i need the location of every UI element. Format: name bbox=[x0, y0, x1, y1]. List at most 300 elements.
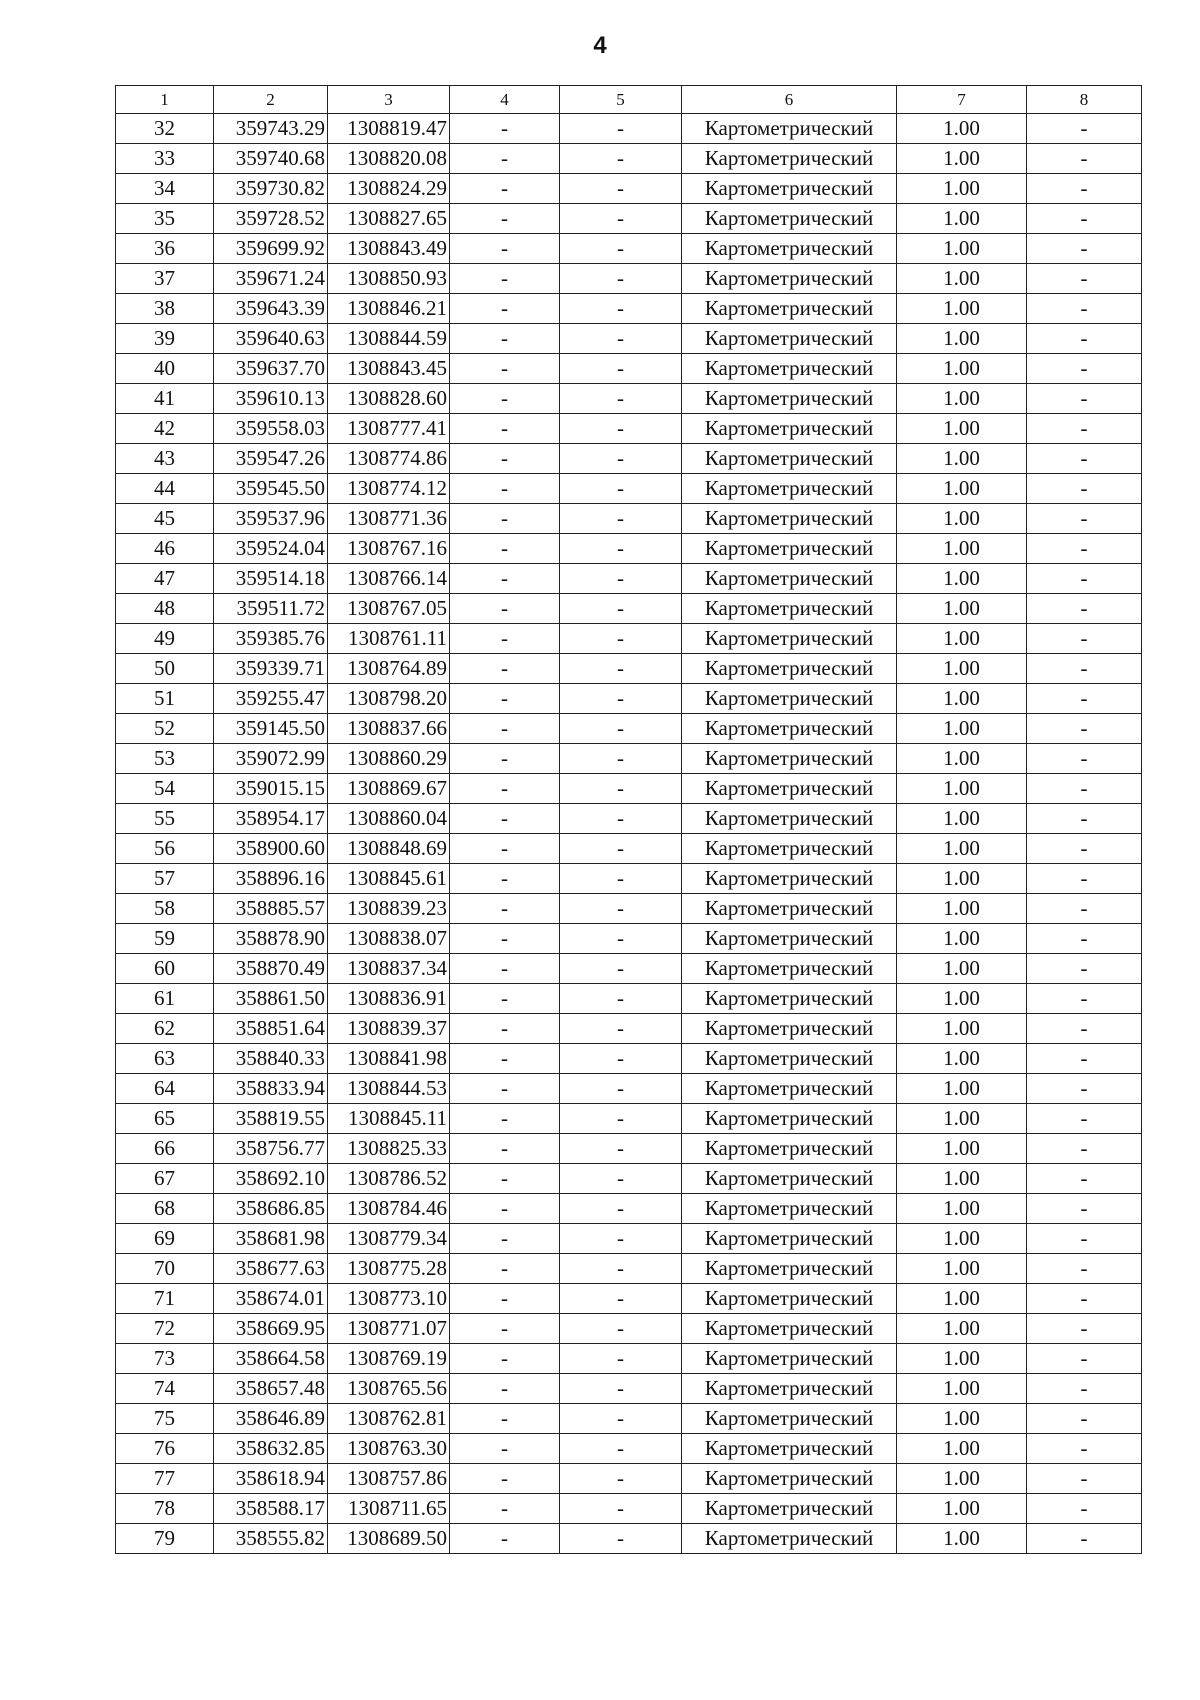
table-cell-col-3: 1308757.86 bbox=[328, 1464, 450, 1494]
table-cell-col-2: 358657.48 bbox=[214, 1374, 328, 1404]
table-cell-col-4: - bbox=[450, 1284, 560, 1314]
table-cell-col-2: 358646.89 bbox=[214, 1404, 328, 1434]
table-cell-col-6: Картометрический bbox=[682, 534, 897, 564]
table-cell-col-5: - bbox=[560, 324, 682, 354]
table-cell-col-8: - bbox=[1027, 714, 1142, 744]
table-cell-col-5: - bbox=[560, 1194, 682, 1224]
table-cell-col-4: - bbox=[450, 864, 560, 894]
table-body bbox=[116, 114, 1142, 1554]
table-row bbox=[116, 1284, 1142, 1314]
table-cell-col-1: 36 bbox=[116, 234, 214, 264]
table-cell-col-8: - bbox=[1027, 654, 1142, 684]
table-row bbox=[116, 624, 1142, 654]
table-cell-col-1: 46 bbox=[116, 534, 214, 564]
table-cell-col-7: 1.00 bbox=[897, 1374, 1027, 1404]
table-cell-col-7: 1.00 bbox=[897, 504, 1027, 534]
table-cell-col-2: 358664.58 bbox=[214, 1344, 328, 1374]
table-cell-col-1: 39 bbox=[116, 324, 214, 354]
table-cell-col-6: Картометрический bbox=[682, 414, 897, 444]
table-cell-col-7: 1.00 bbox=[897, 984, 1027, 1014]
table-cell-col-6: Картометрический bbox=[682, 144, 897, 174]
table-row bbox=[116, 114, 1142, 144]
table-cell-col-5: - bbox=[560, 594, 682, 624]
table-cell-col-5: - bbox=[560, 744, 682, 774]
table-cell-col-6: Картометрический bbox=[682, 744, 897, 774]
table-row bbox=[116, 654, 1142, 684]
table-cell-col-1: 49 bbox=[116, 624, 214, 654]
table-cell-col-8: - bbox=[1027, 894, 1142, 924]
table-cell-col-8: - bbox=[1027, 954, 1142, 984]
table-cell-col-1: 54 bbox=[116, 774, 214, 804]
table-cell-col-1: 35 bbox=[116, 204, 214, 234]
table-cell-col-1: 60 bbox=[116, 954, 214, 984]
table-cell-col-1: 61 bbox=[116, 984, 214, 1014]
table-cell-col-4: - bbox=[450, 414, 560, 444]
table-cell-col-2: 359385.76 bbox=[214, 624, 328, 654]
table-cell-col-4: - bbox=[450, 354, 560, 384]
table-cell-col-5: - bbox=[560, 144, 682, 174]
table-cell-col-2: 358840.33 bbox=[214, 1044, 328, 1074]
table-cell-col-1: 47 bbox=[116, 564, 214, 594]
table-cell-col-5: - bbox=[560, 534, 682, 564]
table-cell-col-3: 1308838.07 bbox=[328, 924, 450, 954]
table-cell-col-4: - bbox=[450, 774, 560, 804]
table-cell-col-3: 1308766.14 bbox=[328, 564, 450, 594]
table-cell-col-5: - bbox=[560, 894, 682, 924]
table-cell-col-2: 359145.50 bbox=[214, 714, 328, 744]
table-cell-col-6: Картометрический bbox=[682, 1434, 897, 1464]
table-cell-col-5: - bbox=[560, 924, 682, 954]
table-cell-col-8: - bbox=[1027, 204, 1142, 234]
table-cell-col-4: - bbox=[450, 1074, 560, 1104]
table-row bbox=[116, 924, 1142, 954]
table-cell-col-2: 358896.16 bbox=[214, 864, 328, 894]
table-cell-col-5: - bbox=[560, 954, 682, 984]
table-cell-col-6: Картометрический bbox=[682, 804, 897, 834]
table-cell-col-4: - bbox=[450, 204, 560, 234]
table-cell-col-5: - bbox=[560, 474, 682, 504]
table-row bbox=[116, 1074, 1142, 1104]
table-row bbox=[116, 1194, 1142, 1224]
table-cell-col-1: 62 bbox=[116, 1014, 214, 1044]
table-cell-col-3: 1308689.50 bbox=[328, 1524, 450, 1554]
table-cell-col-8: - bbox=[1027, 924, 1142, 954]
table-cell-col-3: 1308764.89 bbox=[328, 654, 450, 684]
table-cell-col-7: 1.00 bbox=[897, 414, 1027, 444]
table-cell-col-7: 1.00 bbox=[897, 1314, 1027, 1344]
table-cell-col-6: Картометрический bbox=[682, 1254, 897, 1284]
table-cell-col-6: Картометрический bbox=[682, 834, 897, 864]
table-cell-col-6: Картометрический bbox=[682, 984, 897, 1014]
table-cell-col-1: 73 bbox=[116, 1344, 214, 1374]
table-cell-col-2: 359610.13 bbox=[214, 384, 328, 414]
table-cell-col-7: 1.00 bbox=[897, 1434, 1027, 1464]
table-cell-col-4: - bbox=[450, 324, 560, 354]
table-cell-col-2: 359699.92 bbox=[214, 234, 328, 264]
table-cell-col-3: 1308777.41 bbox=[328, 414, 450, 444]
table-row bbox=[116, 444, 1142, 474]
table-cell-col-2: 359558.03 bbox=[214, 414, 328, 444]
table-cell-col-8: - bbox=[1027, 1404, 1142, 1434]
table-cell-col-8: - bbox=[1027, 1134, 1142, 1164]
table-row bbox=[116, 1374, 1142, 1404]
table-cell-col-6: Картометрический bbox=[682, 1464, 897, 1494]
table-cell-col-4: - bbox=[450, 684, 560, 714]
table-cell-col-2: 359255.47 bbox=[214, 684, 328, 714]
table-cell-col-7: 1.00 bbox=[897, 744, 1027, 774]
table-cell-col-1: 52 bbox=[116, 714, 214, 744]
table-cell-col-5: - bbox=[560, 1014, 682, 1044]
table-cell-col-3: 1308762.81 bbox=[328, 1404, 450, 1434]
table-cell-col-7: 1.00 bbox=[897, 1104, 1027, 1134]
table-cell-col-3: 1308769.19 bbox=[328, 1344, 450, 1374]
table-cell-col-8: - bbox=[1027, 1194, 1142, 1224]
table-cell-col-8: - bbox=[1027, 804, 1142, 834]
table-cell-col-1: 53 bbox=[116, 744, 214, 774]
table-cell-col-8: - bbox=[1027, 1254, 1142, 1284]
table-cell-col-8: - bbox=[1027, 444, 1142, 474]
table-cell-col-2: 359547.26 bbox=[214, 444, 328, 474]
table-row bbox=[116, 144, 1142, 174]
table-cell-col-3: 1308771.07 bbox=[328, 1314, 450, 1344]
table-cell-col-1: 37 bbox=[116, 264, 214, 294]
table-row bbox=[116, 234, 1142, 264]
table-cell-col-2: 359740.68 bbox=[214, 144, 328, 174]
table-cell-col-7: 1.00 bbox=[897, 1074, 1027, 1104]
table-cell-col-3: 1308848.69 bbox=[328, 834, 450, 864]
table-cell-col-4: - bbox=[450, 294, 560, 324]
table-cell-col-8: - bbox=[1027, 834, 1142, 864]
table-cell-col-4: - bbox=[450, 1014, 560, 1044]
table-cell-col-5: - bbox=[560, 1074, 682, 1104]
table-cell-col-1: 45 bbox=[116, 504, 214, 534]
table-cell-col-7: 1.00 bbox=[897, 624, 1027, 654]
table-cell-col-1: 51 bbox=[116, 684, 214, 714]
table-cell-col-5: - bbox=[560, 1464, 682, 1494]
table-cell-col-2: 359072.99 bbox=[214, 744, 328, 774]
table-cell-col-1: 42 bbox=[116, 414, 214, 444]
table-cell-col-5: - bbox=[560, 234, 682, 264]
table-cell-col-1: 40 bbox=[116, 354, 214, 384]
table-cell-col-4: - bbox=[450, 1104, 560, 1134]
table-cell-col-8: - bbox=[1027, 1074, 1142, 1104]
table-cell-col-3: 1308774.86 bbox=[328, 444, 450, 474]
table-cell-col-6: Картометрический bbox=[682, 1224, 897, 1254]
table-row bbox=[116, 1164, 1142, 1194]
table-cell-col-1: 70 bbox=[116, 1254, 214, 1284]
table-cell-col-2: 359640.63 bbox=[214, 324, 328, 354]
table-cell-col-3: 1308819.47 bbox=[328, 114, 450, 144]
table-cell-col-1: 68 bbox=[116, 1194, 214, 1224]
table-cell-col-3: 1308839.37 bbox=[328, 1014, 450, 1044]
table-cell-col-3: 1308836.91 bbox=[328, 984, 450, 1014]
table-cell-col-2: 358669.95 bbox=[214, 1314, 328, 1344]
table-cell-col-8: - bbox=[1027, 1314, 1142, 1344]
table-cell-col-1: 59 bbox=[116, 924, 214, 954]
table-cell-col-3: 1308761.11 bbox=[328, 624, 450, 654]
table-cell-col-5: - bbox=[560, 414, 682, 444]
table-cell-col-3: 1308837.66 bbox=[328, 714, 450, 744]
table-cell-col-1: 71 bbox=[116, 1284, 214, 1314]
table-cell-col-6: Картометрический bbox=[682, 1524, 897, 1554]
table-cell-col-7: 1.00 bbox=[897, 1344, 1027, 1374]
table-cell-col-1: 38 bbox=[116, 294, 214, 324]
table-cell-col-2: 358870.49 bbox=[214, 954, 328, 984]
table-row bbox=[116, 1224, 1142, 1254]
table-cell-col-1: 63 bbox=[116, 1044, 214, 1074]
table-cell-col-1: 74 bbox=[116, 1374, 214, 1404]
table-cell-col-6: Картометрический bbox=[682, 264, 897, 294]
table-cell-col-8: - bbox=[1027, 294, 1142, 324]
table-cell-col-8: - bbox=[1027, 1434, 1142, 1464]
table-cell-col-3: 1308765.56 bbox=[328, 1374, 450, 1404]
table-cell-col-6: Картометрический bbox=[682, 1494, 897, 1524]
table-cell-col-6: Картометрический bbox=[682, 1044, 897, 1074]
table-cell-col-3: 1308786.52 bbox=[328, 1164, 450, 1194]
table-cell-col-3: 1308774.12 bbox=[328, 474, 450, 504]
table-cell-col-7: 1.00 bbox=[897, 804, 1027, 834]
table-cell-col-2: 358692.10 bbox=[214, 1164, 328, 1194]
table-cell-col-2: 359730.82 bbox=[214, 174, 328, 204]
table-cell-col-5: - bbox=[560, 504, 682, 534]
table-cell-col-1: 64 bbox=[116, 1074, 214, 1104]
table-row bbox=[116, 864, 1142, 894]
table-cell-col-1: 69 bbox=[116, 1224, 214, 1254]
table-cell-col-1: 50 bbox=[116, 654, 214, 684]
table-cell-col-6: Картометрический bbox=[682, 564, 897, 594]
table-cell-col-6: Картометрический bbox=[682, 504, 897, 534]
table-cell-col-6: Картометрический bbox=[682, 1374, 897, 1404]
table-cell-col-3: 1308850.93 bbox=[328, 264, 450, 294]
table-cell-col-1: 55 bbox=[116, 804, 214, 834]
table-cell-col-7: 1.00 bbox=[897, 264, 1027, 294]
table-cell-col-8: - bbox=[1027, 534, 1142, 564]
table-cell-col-8: - bbox=[1027, 114, 1142, 144]
table-cell-col-5: - bbox=[560, 1284, 682, 1314]
table-cell-col-3: 1308763.30 bbox=[328, 1434, 450, 1464]
table-cell-col-4: - bbox=[450, 564, 560, 594]
table-cell-col-8: - bbox=[1027, 594, 1142, 624]
table-cell-col-7: 1.00 bbox=[897, 714, 1027, 744]
table-row bbox=[116, 684, 1142, 714]
table-row bbox=[116, 1404, 1142, 1434]
table-row bbox=[116, 834, 1142, 864]
table-cell-col-3: 1308837.34 bbox=[328, 954, 450, 984]
table-cell-col-8: - bbox=[1027, 1344, 1142, 1374]
table-cell-col-4: - bbox=[450, 744, 560, 774]
table-cell-col-2: 359643.39 bbox=[214, 294, 328, 324]
table-cell-col-8: - bbox=[1027, 414, 1142, 444]
table-cell-col-7: 1.00 bbox=[897, 234, 1027, 264]
table-cell-col-4: - bbox=[450, 1524, 560, 1554]
table-cell-col-1: 56 bbox=[116, 834, 214, 864]
table-cell-col-2: 359637.70 bbox=[214, 354, 328, 384]
table-cell-col-2: 358632.85 bbox=[214, 1434, 328, 1464]
table-cell-col-3: 1308843.49 bbox=[328, 234, 450, 264]
table-cell-col-5: - bbox=[560, 1104, 682, 1134]
table-cell-col-4: - bbox=[450, 834, 560, 864]
table-cell-col-4: - bbox=[450, 384, 560, 414]
table-cell-col-5: - bbox=[560, 654, 682, 684]
table-cell-col-7: 1.00 bbox=[897, 954, 1027, 984]
table-cell-col-8: - bbox=[1027, 264, 1142, 294]
table-cell-col-4: - bbox=[450, 474, 560, 504]
table-cell-col-3: 1308784.46 bbox=[328, 1194, 450, 1224]
table-cell-col-2: 359728.52 bbox=[214, 204, 328, 234]
table-cell-col-8: - bbox=[1027, 1464, 1142, 1494]
table-row bbox=[116, 414, 1142, 444]
table-cell-col-6: Картометрический bbox=[682, 714, 897, 744]
table-cell-col-1: 41 bbox=[116, 384, 214, 414]
table-row bbox=[116, 714, 1142, 744]
table-cell-col-8: - bbox=[1027, 774, 1142, 804]
table-cell-col-3: 1308860.29 bbox=[328, 744, 450, 774]
table-cell-col-4: - bbox=[450, 534, 560, 564]
table-cell-col-8: - bbox=[1027, 1374, 1142, 1404]
table-cell-col-3: 1308869.67 bbox=[328, 774, 450, 804]
table-cell-col-8: - bbox=[1027, 744, 1142, 774]
table-cell-col-4: - bbox=[450, 654, 560, 684]
table-cell-col-5: - bbox=[560, 174, 682, 204]
table-cell-col-1: 78 bbox=[116, 1494, 214, 1524]
table-cell-col-8: - bbox=[1027, 1284, 1142, 1314]
table-cell-col-4: - bbox=[450, 144, 560, 174]
table-cell-col-5: - bbox=[560, 1254, 682, 1284]
table-cell-col-6: Картометрический bbox=[682, 204, 897, 234]
table-cell-col-1: 43 bbox=[116, 444, 214, 474]
table-row bbox=[116, 894, 1142, 924]
table-cell-col-2: 358954.17 bbox=[214, 804, 328, 834]
table-cell-col-6: Картометрический bbox=[682, 474, 897, 504]
table-cell-col-5: - bbox=[560, 1404, 682, 1434]
column-header-1: 1 bbox=[116, 86, 214, 114]
table-cell-col-2: 358833.94 bbox=[214, 1074, 328, 1104]
table-cell-col-5: - bbox=[560, 1314, 682, 1344]
table-cell-col-2: 359545.50 bbox=[214, 474, 328, 504]
table-cell-col-6: Картометрический bbox=[682, 114, 897, 144]
column-header-4: 4 bbox=[450, 86, 560, 114]
table-row bbox=[116, 804, 1142, 834]
table-cell-col-8: - bbox=[1027, 1014, 1142, 1044]
table-cell-col-3: 1308827.65 bbox=[328, 204, 450, 234]
table-cell-col-8: - bbox=[1027, 864, 1142, 894]
table-cell-col-7: 1.00 bbox=[897, 1494, 1027, 1524]
table-cell-col-4: - bbox=[450, 1134, 560, 1164]
table-cell-col-6: Картометрический bbox=[682, 924, 897, 954]
table-row bbox=[116, 1524, 1142, 1554]
table-cell-col-3: 1308846.21 bbox=[328, 294, 450, 324]
table-cell-col-6: Картометрический bbox=[682, 864, 897, 894]
table-cell-col-3: 1308860.04 bbox=[328, 804, 450, 834]
table-cell-col-2: 358900.60 bbox=[214, 834, 328, 864]
table-cell-col-4: - bbox=[450, 1464, 560, 1494]
table-cell-col-7: 1.00 bbox=[897, 324, 1027, 354]
table-cell-col-5: - bbox=[560, 384, 682, 414]
table-cell-col-8: - bbox=[1027, 384, 1142, 414]
table-cell-col-8: - bbox=[1027, 1494, 1142, 1524]
table-header-row bbox=[116, 86, 1142, 114]
table-cell-col-7: 1.00 bbox=[897, 144, 1027, 174]
table-row bbox=[116, 294, 1142, 324]
table-cell-col-3: 1308798.20 bbox=[328, 684, 450, 714]
table-cell-col-6: Картометрический bbox=[682, 324, 897, 354]
table-cell-col-6: Картометрический bbox=[682, 1314, 897, 1344]
table-cell-col-4: - bbox=[450, 1044, 560, 1074]
table-cell-col-8: - bbox=[1027, 174, 1142, 204]
table-cell-col-1: 79 bbox=[116, 1524, 214, 1554]
table-cell-col-2: 358555.82 bbox=[214, 1524, 328, 1554]
table-row bbox=[116, 504, 1142, 534]
table-cell-col-1: 75 bbox=[116, 1404, 214, 1434]
table-row bbox=[116, 1134, 1142, 1164]
table-cell-col-4: - bbox=[450, 234, 560, 264]
table-cell-col-2: 358681.98 bbox=[214, 1224, 328, 1254]
table-cell-col-6: Картометрический bbox=[682, 1284, 897, 1314]
table-cell-col-5: - bbox=[560, 1524, 682, 1554]
table-cell-col-7: 1.00 bbox=[897, 534, 1027, 564]
table-cell-col-3: 1308845.61 bbox=[328, 864, 450, 894]
table-row bbox=[116, 264, 1142, 294]
table-cell-col-7: 1.00 bbox=[897, 384, 1027, 414]
table-row bbox=[116, 564, 1142, 594]
column-header-8: 8 bbox=[1027, 86, 1142, 114]
table-cell-col-7: 1.00 bbox=[897, 294, 1027, 324]
table-cell-col-4: - bbox=[450, 624, 560, 654]
table-cell-col-3: 1308775.28 bbox=[328, 1254, 450, 1284]
table-cell-col-2: 359743.29 bbox=[214, 114, 328, 144]
table-cell-col-4: - bbox=[450, 444, 560, 474]
table-cell-col-7: 1.00 bbox=[897, 684, 1027, 714]
table-cell-col-3: 1308711.65 bbox=[328, 1494, 450, 1524]
table-cell-col-3: 1308824.29 bbox=[328, 174, 450, 204]
table-cell-col-7: 1.00 bbox=[897, 1284, 1027, 1314]
table-cell-col-6: Картометрический bbox=[682, 684, 897, 714]
table-cell-col-3: 1308767.16 bbox=[328, 534, 450, 564]
table-cell-col-4: - bbox=[450, 954, 560, 984]
table-cell-col-5: - bbox=[560, 1224, 682, 1254]
table-cell-col-7: 1.00 bbox=[897, 444, 1027, 474]
table-cell-col-7: 1.00 bbox=[897, 894, 1027, 924]
table-cell-col-8: - bbox=[1027, 984, 1142, 1014]
page-number: 4 bbox=[593, 32, 607, 59]
table-row bbox=[116, 1044, 1142, 1074]
table-cell-col-6: Картометрический bbox=[682, 234, 897, 264]
table-cell-col-5: - bbox=[560, 804, 682, 834]
table-cell-col-5: - bbox=[560, 624, 682, 654]
table-cell-col-1: 72 bbox=[116, 1314, 214, 1344]
table-cell-col-3: 1308828.60 bbox=[328, 384, 450, 414]
table-row bbox=[116, 1494, 1142, 1524]
table-row bbox=[116, 774, 1142, 804]
table-cell-col-1: 77 bbox=[116, 1464, 214, 1494]
table-cell-col-5: - bbox=[560, 714, 682, 744]
table-cell-col-2: 359511.72 bbox=[214, 594, 328, 624]
table-cell-col-7: 1.00 bbox=[897, 1524, 1027, 1554]
table-cell-col-2: 358861.50 bbox=[214, 984, 328, 1014]
table-cell-col-4: - bbox=[450, 264, 560, 294]
table-cell-col-2: 358819.55 bbox=[214, 1104, 328, 1134]
table-cell-col-7: 1.00 bbox=[897, 174, 1027, 204]
table-cell-col-4: - bbox=[450, 924, 560, 954]
table-cell-col-4: - bbox=[450, 1344, 560, 1374]
table-row bbox=[116, 954, 1142, 984]
table-cell-col-5: - bbox=[560, 984, 682, 1014]
table-cell-col-7: 1.00 bbox=[897, 564, 1027, 594]
table-cell-col-1: 33 bbox=[116, 144, 214, 174]
table-cell-col-6: Картометрический bbox=[682, 1074, 897, 1104]
table-cell-col-1: 76 bbox=[116, 1434, 214, 1464]
table-cell-col-8: - bbox=[1027, 1104, 1142, 1134]
